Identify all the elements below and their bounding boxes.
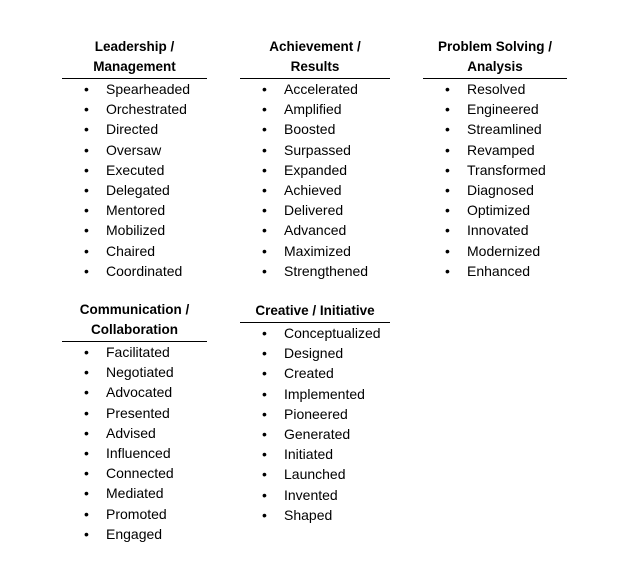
heading-line: Results: [290, 59, 340, 74]
list-item: • Coordinated: [62, 261, 207, 281]
heading-line: Analysis: [467, 59, 523, 74]
list-item: • Innovated: [423, 220, 567, 240]
word-list: [423, 79, 567, 281]
heading-line: Achievement /: [269, 39, 361, 54]
word-list: [240, 323, 390, 525]
list-item: • Shaped: [240, 505, 390, 525]
list-item: • Generated: [240, 424, 390, 444]
list-item: • Negotiated: [62, 362, 207, 382]
list-item: • Strengthened: [240, 261, 390, 281]
list-item: • Presented: [62, 403, 207, 423]
word-list: [240, 79, 390, 281]
list-item: • Delivered: [240, 200, 390, 220]
heading-line: Problem Solving /: [437, 39, 553, 54]
list-item: • Oversaw: [62, 140, 207, 160]
list-item: • Maximized: [240, 241, 390, 261]
list-item: • Mentored: [62, 200, 207, 220]
list-item: • Accelerated: [240, 79, 390, 99]
category-achievement-results: [240, 37, 390, 281]
list-item: • Connected: [62, 463, 207, 483]
list-item: • Advised: [62, 423, 207, 443]
list-item: • Surpassed: [240, 140, 390, 160]
list-item: • Streamlined: [423, 119, 567, 139]
heading-line: Creative / Initiative: [255, 303, 375, 318]
category-leadership-management: [62, 37, 207, 281]
list-item: • Resolved: [423, 79, 567, 99]
list-item: • Engineered: [423, 99, 567, 119]
list-item: • Created: [240, 363, 390, 383]
list-item: • Executed: [62, 160, 207, 180]
heading-line: Communication /: [79, 302, 190, 317]
list-item: • Delegated: [62, 180, 207, 200]
category-heading: [240, 301, 390, 323]
list-item: • Mobilized: [62, 220, 207, 240]
word-list: [62, 342, 207, 544]
heading-line: Management: [93, 59, 176, 74]
list-item: • Designed: [240, 343, 390, 363]
list-item: • Chaired: [62, 241, 207, 261]
list-item: • Mediated: [62, 483, 207, 503]
list-item: • Engaged: [62, 524, 207, 544]
list-item: • Launched: [240, 464, 390, 484]
list-item: • Influenced: [62, 443, 207, 463]
list-item: • Directed: [62, 119, 207, 139]
list-item: • Boosted: [240, 119, 390, 139]
category-heading: [62, 37, 207, 79]
category-heading: [62, 300, 207, 342]
list-item: • Optimized: [423, 200, 567, 220]
category-communication-collaboration: [62, 300, 207, 544]
heading-line: Leadership /: [94, 39, 175, 54]
list-item: • Invented: [240, 485, 390, 505]
list-item: • Transformed: [423, 160, 567, 180]
list-item: • Implemented: [240, 384, 390, 404]
list-item: • Initiated: [240, 444, 390, 464]
list-item: • Facilitated: [62, 342, 207, 362]
list-item: • Enhanced: [423, 261, 567, 281]
list-item: • Promoted: [62, 504, 207, 524]
list-item: • Pioneered: [240, 404, 390, 424]
list-item: • Revamped: [423, 140, 567, 160]
list-item: • Spearheaded: [62, 79, 207, 99]
list-item: • Diagnosed: [423, 180, 567, 200]
list-item: • Advocated: [62, 382, 207, 402]
heading-line: Collaboration: [91, 322, 178, 337]
list-item: • Expanded: [240, 160, 390, 180]
category-problem-solving-analysis: [423, 37, 567, 281]
word-list: [62, 79, 207, 281]
list-item: • Advanced: [240, 220, 390, 240]
category-heading: [240, 37, 390, 79]
category-heading: [423, 37, 567, 79]
list-item: • Modernized: [423, 241, 567, 261]
category-creative-initiative: [240, 301, 390, 525]
list-item: • Amplified: [240, 99, 390, 119]
list-item: • Achieved: [240, 180, 390, 200]
list-item: • Conceptualized: [240, 323, 390, 343]
list-item: • Orchestrated: [62, 99, 207, 119]
